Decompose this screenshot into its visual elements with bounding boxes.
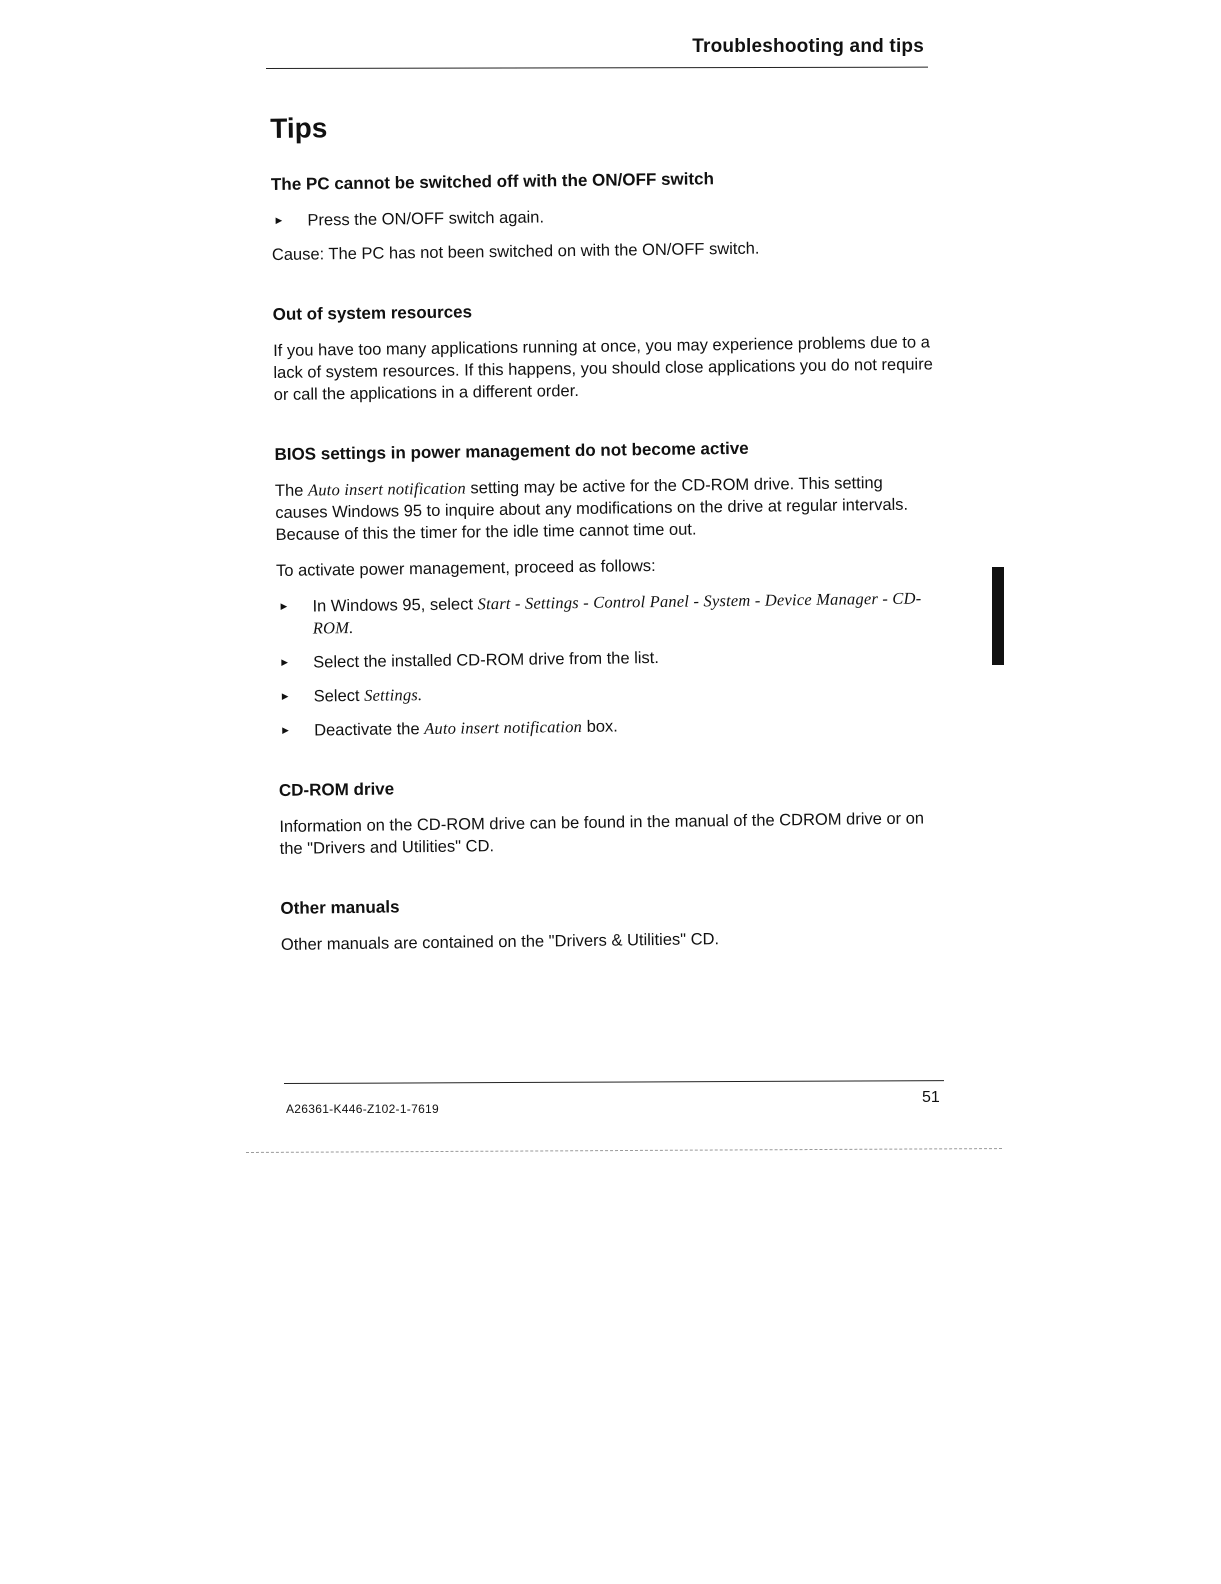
text-run: . <box>417 685 423 705</box>
document-code: A26361-K446-Z102-1-7619 <box>286 1102 440 1116</box>
section-heading: The PC cannot be switched off with the ON/OFF switch <box>270 169 715 194</box>
instruction-step <box>276 587 937 640</box>
section-switch-off <box>271 165 932 266</box>
text-run: box. <box>581 717 618 736</box>
ui-term: Settings <box>363 685 419 705</box>
bullet-arrow-icon: ► <box>273 214 285 227</box>
section-body: To activate power management, proceed as follows: <box>275 556 656 580</box>
footer-rule <box>284 1080 944 1084</box>
bullet-arrow-icon: ► <box>279 656 291 669</box>
header-rule <box>266 67 928 69</box>
text-run: Select <box>313 686 365 706</box>
scan-edge-line <box>246 1148 1002 1153</box>
step-text: Press the ON/OFF switch again. <box>307 208 545 230</box>
text-run: setting may be active for the CD-ROM drive. This setting causes Windows 95 to inquire about any modifications on the drive at regular intervals. Because of this the timer for the idle time cannot time out. <box>275 474 909 544</box>
section-body: Information on the CD-ROM drive can be found in the manual of the CDROM drive or on the "Drivers and Utilities" CD. <box>279 809 925 858</box>
text-run: . <box>349 617 354 638</box>
page-number: 51 <box>922 1089 940 1106</box>
section-body: If you have too many applications running at once, you may experience problems due to a lack of system resources. If this happens, you should close applications you do not require or call the applications in a different order. <box>273 333 933 404</box>
section-body: Other manuals are contained on the "Drivers & Utilities" CD. <box>280 930 720 954</box>
section-heading: Other manuals <box>280 897 400 918</box>
cause-text: Cause: The PC has not been switched on with the ON/OFF switch. <box>271 239 760 264</box>
instruction-step <box>277 643 937 674</box>
page-content <box>270 101 942 994</box>
section-system-resources <box>273 295 934 406</box>
bullet-arrow-icon: ► <box>278 600 290 613</box>
section-bios-power-management <box>274 435 938 742</box>
section-heading: CD-ROM drive <box>278 779 395 800</box>
text-run: The <box>274 481 309 500</box>
step-text: Select the installed CD-ROM drive from the list. <box>313 648 660 672</box>
section-other-manuals <box>280 889 941 956</box>
instruction-step <box>278 677 938 708</box>
chapter-thumb-tab <box>992 567 1004 665</box>
text-run: In Windows 95, select <box>312 595 478 616</box>
section-heading: Out of system resources <box>272 302 473 324</box>
section-cdrom-drive <box>279 771 940 860</box>
running-header: Troubleshooting and tips <box>692 36 924 57</box>
ui-term: Auto insert notification <box>307 478 467 500</box>
instruction-step <box>278 711 938 742</box>
bullet-arrow-icon: ► <box>279 690 291 703</box>
ui-term: Auto insert notification <box>424 716 583 739</box>
instruction-step <box>271 201 931 232</box>
page-title: Tips <box>270 112 328 144</box>
text-run: Deactivate the <box>314 720 425 740</box>
section-heading: BIOS settings in power management do not become active <box>274 438 749 464</box>
bullet-arrow-icon: ► <box>280 724 292 737</box>
section-body <box>275 471 936 546</box>
ui-term: Start - Settings - Control Panel - System - Device Manager - CD-ROM <box>312 588 922 638</box>
